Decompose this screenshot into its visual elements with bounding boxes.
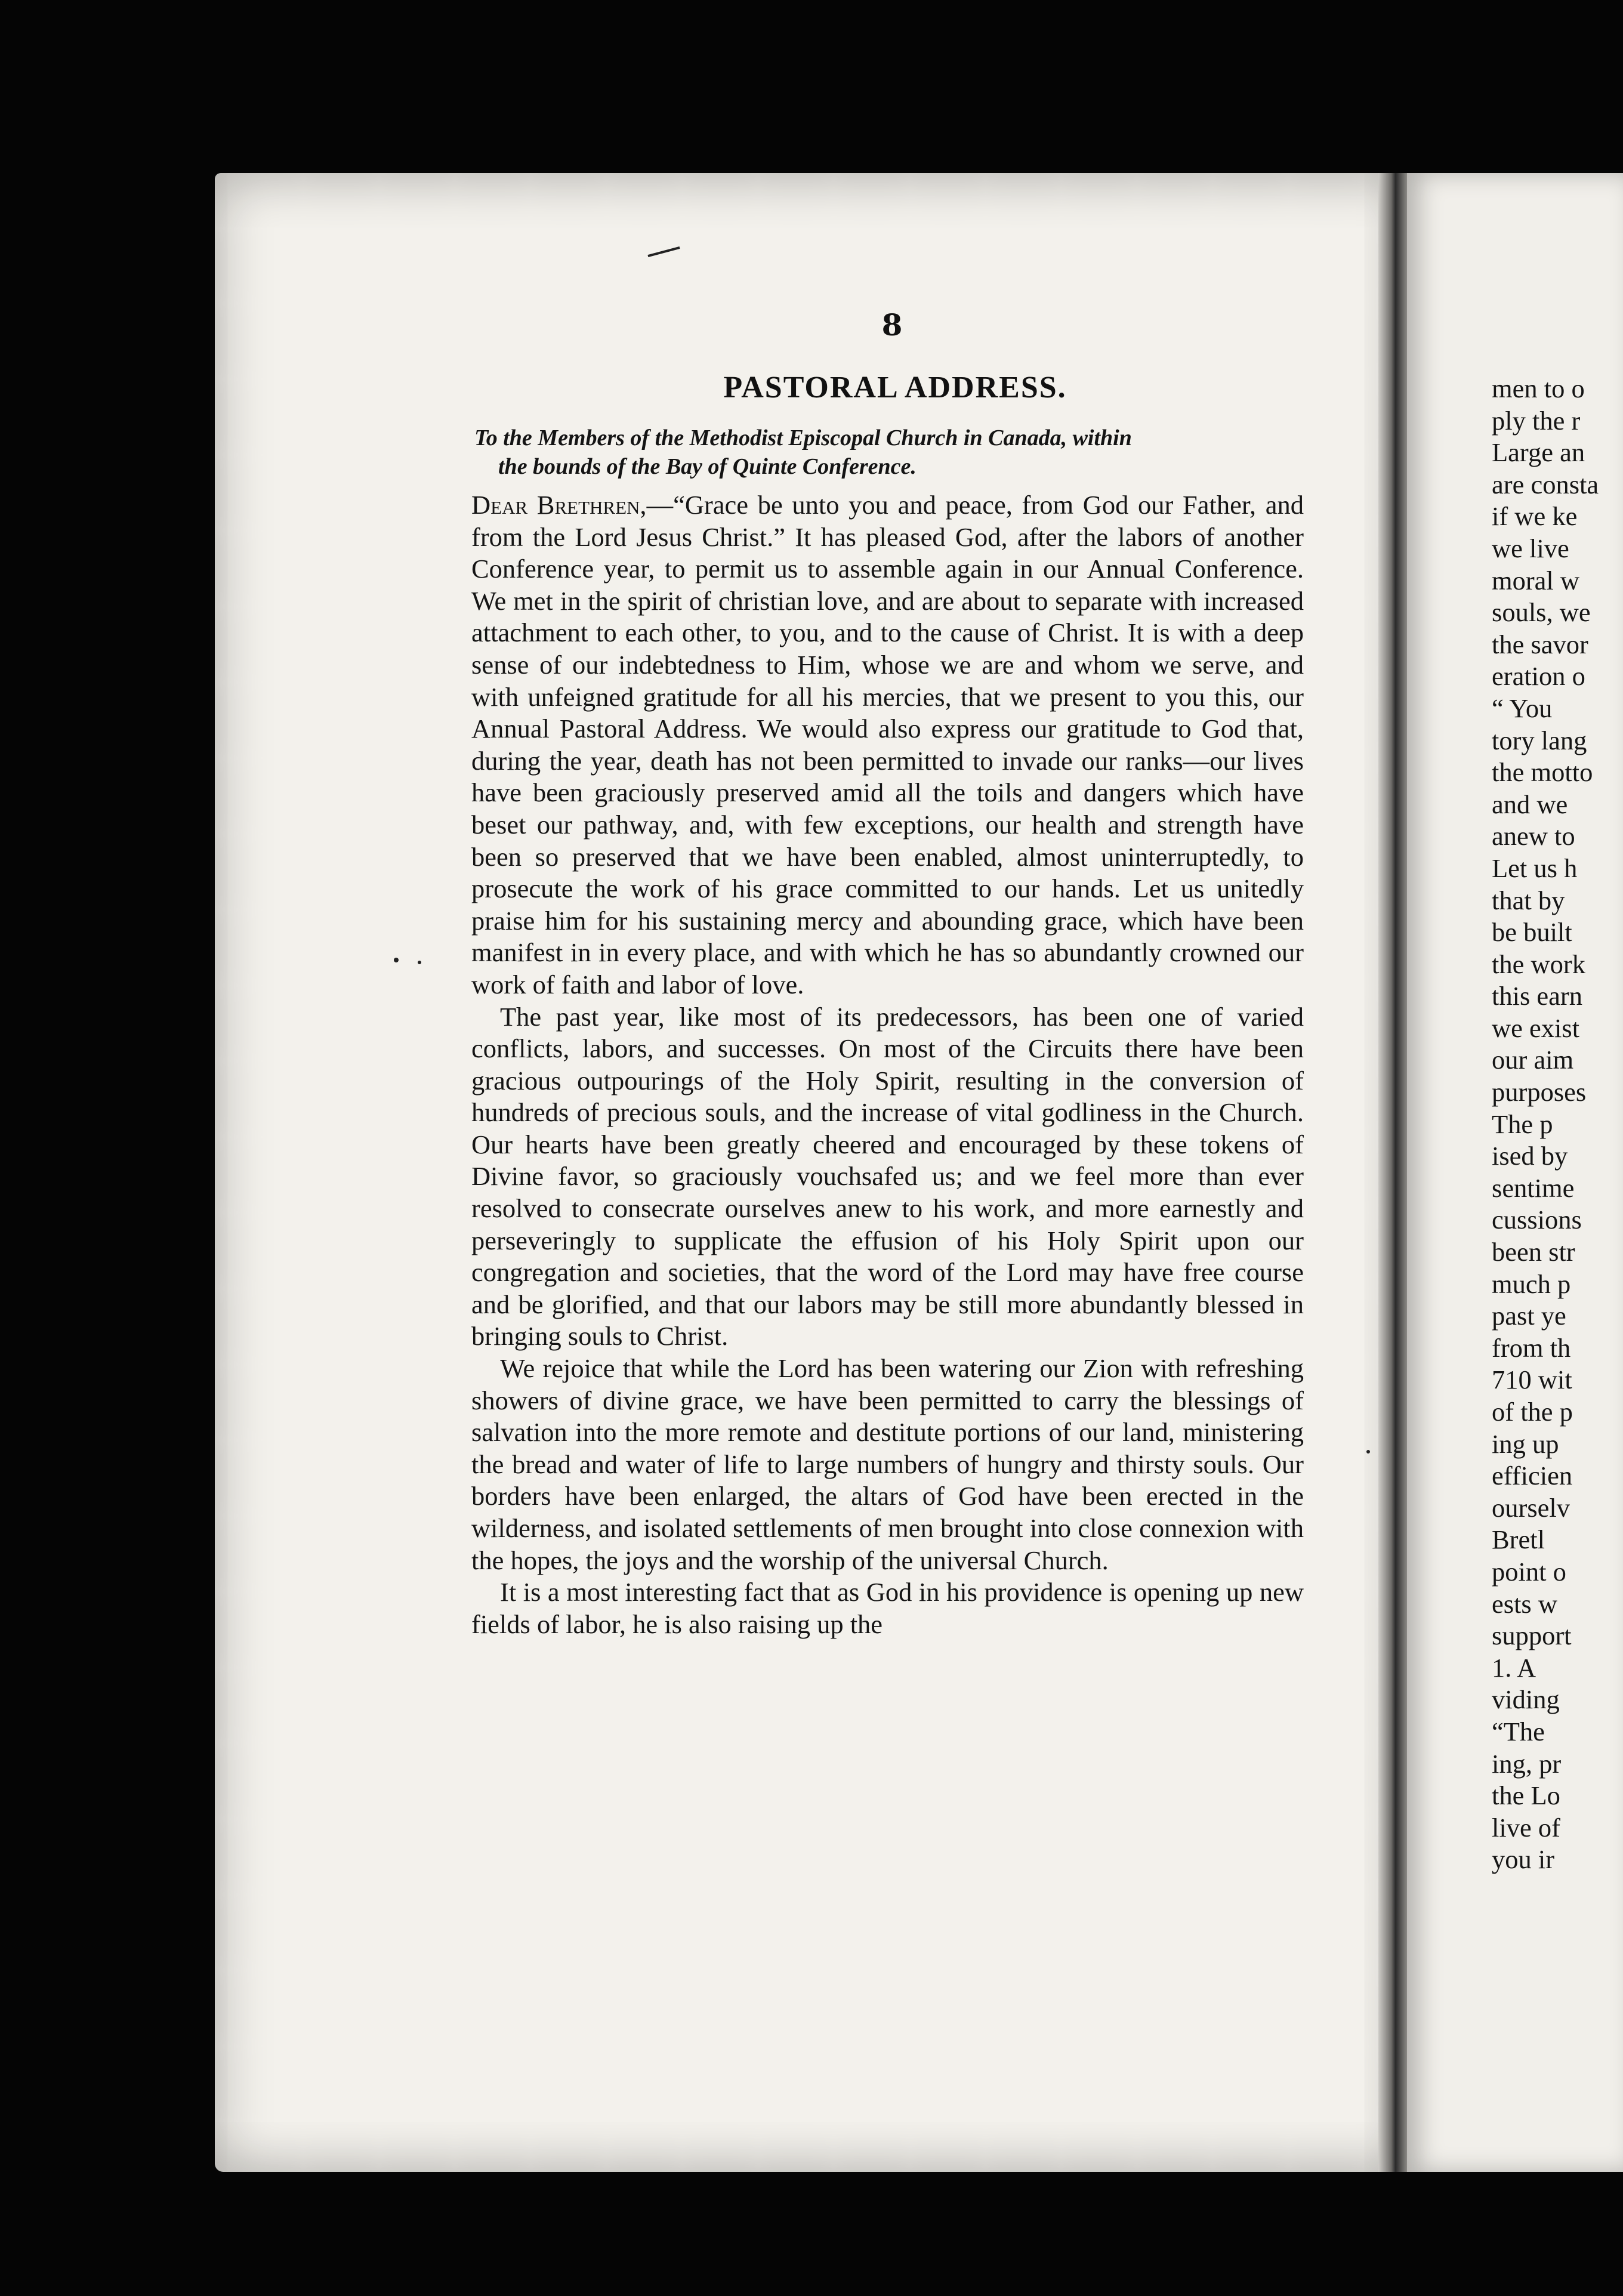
facing-page-line: 710 wit bbox=[1492, 1365, 1572, 1395]
paragraph-1-text: “Grace be unto you and peace, from God our Father, and from the Lord Jesus Christ.” It has pleased God, after the labors of another Conference year, to permit us to assemble again in our Annual Conference. We met in the spirit of christian love, and are about to separate with increased attachment to each other, to you, and to the cause of Christ. It is with a deep sense of our indebtedness to Him, whose we are and whom we serve, and with unfeigned gratitude for all his mercies, that we present to you this, our Annual Pastoral Address. We would also express our gratitude to God that, during the year, death has not been permitted to invade our ranks—our lives have been graciously preserved amid all the toils and dangers which have beset our pathway, and, with few exceptions, our health and strength have been so preserved that we have been enabled, almost uninterruptedly, to prosecute the work of his grace committed to our hands. Let us unitedly praise him for his sustaining mercy and abounding grace, which have been manifest in in every place, and with which he has so abundantly crowned our work of faith and labor of love. bbox=[471, 490, 1304, 999]
facing-page-line: much p bbox=[1492, 1269, 1571, 1299]
facing-page-line: Large an bbox=[1492, 437, 1585, 468]
facing-page-line: past ye bbox=[1492, 1301, 1566, 1331]
facing-page-line: efficien bbox=[1492, 1461, 1573, 1491]
facing-page-line: support bbox=[1492, 1621, 1572, 1651]
facing-page-line: Let us h bbox=[1492, 853, 1578, 883]
facing-page-line: souls, we bbox=[1492, 597, 1591, 628]
page-number: 8 bbox=[881, 307, 903, 342]
facing-page-line: ised by bbox=[1492, 1141, 1568, 1171]
facing-page-line: from th bbox=[1492, 1332, 1571, 1363]
facing-page-line: sentime bbox=[1492, 1172, 1575, 1203]
facing-page-line: this earn bbox=[1492, 981, 1582, 1011]
dedication-line-2: the bounds of the Bay of Quinte Conference. bbox=[498, 454, 917, 479]
facing-page-line: Bretl bbox=[1492, 1525, 1545, 1555]
paragraph-4: It is a most interesting fact that as God in his providence is opening up new fields of labor, he is also raising up the bbox=[471, 1577, 1304, 1639]
facing-page-line: if we ke bbox=[1492, 501, 1578, 532]
paragraph-2: The past year, like most of its predecessors, has been one of varied conflicts, labors, and successes. On most of the Circuits there have been gracious outpourings of the Holy Spirit, resulting in the conversion of hundreds of precious souls, and the increase of vital godliness in the Church. Our hearts have been greatly cheered and encouraged by these tokens of Divine favor, so graciously vouchsafed us; and we feel more than ever resolved to consecrate ourselves anew to his work, and more earnestly and perseveringly to supplicate the effusion of his Holy Spirit upon our congregation and societies, that the word of the Lord may have free course and be glorified, and that our labors may be still more abundantly blessed in bringing souls to Christ. bbox=[471, 1001, 1304, 1351]
facing-page-line: live of bbox=[1492, 1812, 1560, 1843]
facing-page-line: the Lo bbox=[1492, 1780, 1560, 1811]
facing-page-line: and we bbox=[1492, 789, 1568, 819]
facing-page-line: are consta bbox=[1492, 469, 1599, 499]
facing-page-line: we live bbox=[1492, 533, 1569, 563]
facing-page-line: tory lang bbox=[1492, 725, 1587, 755]
facing-page-line: our aim bbox=[1492, 1045, 1574, 1075]
facing-page-line: “The bbox=[1492, 1716, 1545, 1746]
scan-speck bbox=[418, 961, 421, 964]
scan-speck bbox=[394, 958, 399, 962]
facing-page-line: ply the r bbox=[1492, 405, 1581, 436]
facing-page-line: that by bbox=[1492, 885, 1565, 915]
facing-page-line: men to o bbox=[1492, 374, 1585, 403]
facing-page-line: point o bbox=[1492, 1556, 1566, 1587]
facing-page-line: of the p bbox=[1492, 1397, 1573, 1427]
facing-page-line: the motto bbox=[1492, 757, 1593, 788]
facing-page-line: anew to bbox=[1492, 821, 1575, 851]
facing-page-line: The p bbox=[1492, 1109, 1553, 1139]
facing-page-line: cussions bbox=[1492, 1205, 1582, 1235]
salutation: Dear Brethren, bbox=[471, 490, 647, 520]
body-text bbox=[471, 489, 1304, 1640]
facing-page-line: purposes bbox=[1492, 1077, 1587, 1107]
dedication-line-1: To the Members of the Methodist Episcopal Church in Canada, within bbox=[474, 425, 1132, 450]
facing-page-line: ourselv bbox=[1492, 1492, 1570, 1523]
paragraph-1: Dear Brethren,—“Grace be unto you and peace, from God our Father, and from the Lord Jesus Christ.” It has pleased God, after the labors of another Conference year, to permit us to assemble again in our Annual Conference. We met in the spirit of christian love, and are about to separate with increased attachment to each other, to you, and to the cause of Christ. It is with a deep sense of our indebtedness to Him, whose we are and whom we serve, and with unfeigned gratitude for all his mercies, that we present to you this, our Annual Pastoral Address. We would also express our gratitude to God that, during the year, death has not been permitted to invade our ranks—our lives have been graciously preserved amid all the toils and dangers which have beset our pathway, and, with few exceptions, our health and strength have been so preserved that we have been enabled, almost uninterruptedly, to prosecute the work of his grace committed to our hands. Let us unitedly praise him for his sustaining mercy and abounding grace, which have been manifest in in every place, and with which he has so abundantly crowned our work of faith and labor of love. bbox=[471, 490, 1304, 999]
paragraph-3: We rejoice that while the Lord has been watering our Zion with refreshing showers of divine grace, we have been permitted to carry the blessings of salvation into the more remote and destitute portions of our land, ministering the bread and water of life to large numbers of hungry and thirsty souls. Our borders have been enlarged, the altars of God have been erected in the wilderness, and isolated settlements of men brought into close connexion with the hopes, the joys and the worship of the universal Church. bbox=[471, 1353, 1304, 1575]
facing-page-line: the work bbox=[1492, 949, 1585, 979]
facing-page-line: moral w bbox=[1492, 565, 1580, 595]
facing-page-line: viding bbox=[1492, 1684, 1560, 1715]
page-title: PASTORAL ADDRESS. bbox=[723, 371, 1067, 405]
facing-page-line: eration o bbox=[1492, 661, 1585, 692]
book-gutter bbox=[1378, 173, 1407, 2172]
address-dedication bbox=[474, 424, 1322, 481]
facing-page-line: been str bbox=[1492, 1237, 1575, 1267]
facing-page-line: we exist bbox=[1492, 1013, 1580, 1043]
facing-page-line: 1. A bbox=[1492, 1652, 1536, 1683]
facing-page-line: ing, pr bbox=[1492, 1748, 1562, 1779]
facing-page-line: the savor bbox=[1492, 629, 1588, 659]
facing-page-line: you ir bbox=[1492, 1844, 1555, 1875]
facing-page-line: be built bbox=[1492, 917, 1572, 948]
scan-speck bbox=[1366, 1450, 1370, 1453]
facing-page-line: ests w bbox=[1492, 1588, 1558, 1619]
facing-page-line: ing up bbox=[1492, 1428, 1559, 1459]
facing-page-text bbox=[1492, 373, 1623, 1876]
facing-page-line: “ You bbox=[1492, 693, 1553, 723]
